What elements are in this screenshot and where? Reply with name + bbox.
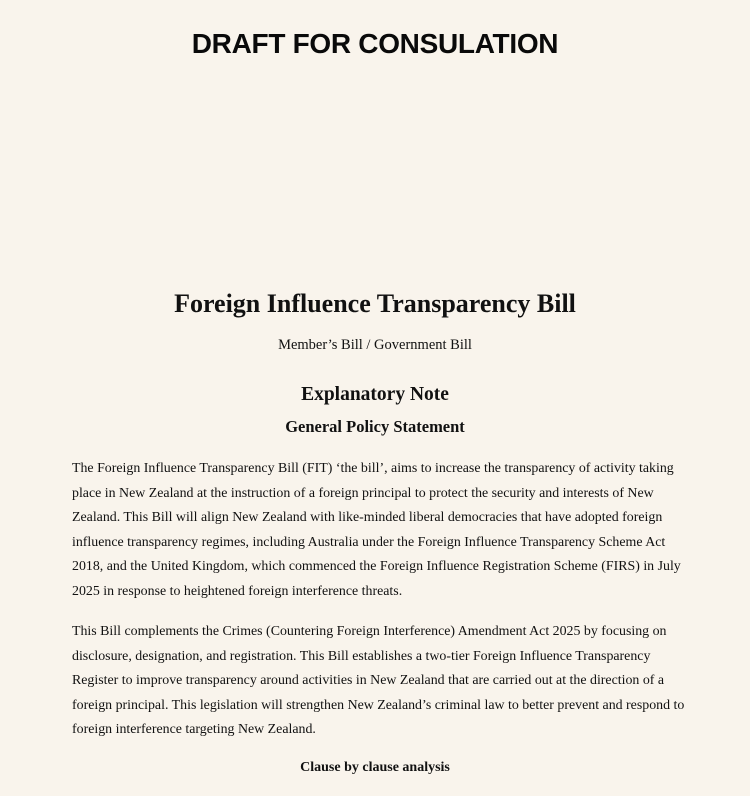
policy-paragraph-1: The Foreign Influence Transparency Bill (FIT) ‘the bill’, aims to increase the transparency of activity taking place in New Zealand at the instruction of a foreign principal to protect the security and interests of New Zealand. This Bill will align New Zealand with like-minded liberal democracies that have adopted foreign influence transparency regimes, including Australia under the Foreign Influence Transparency Scheme Act 2018, and the United Kingdom, which commenced the Foreign Influence Registration Scheme (FIRS) in July 2025 in response to heightened foreign interference threats. bbox=[72, 461, 681, 599]
draft-banner: DRAFT FOR CONSULATION bbox=[191, 28, 559, 59]
policy-paragraph-2: This Bill complements the Crimes (Countering Foreign Interference) Amendment Act 2025 by focusing on disclosure, designation, and registration. This Bill establishes a two-tier Foreign Influence Transparency Register to improve transparency around activities in New Zealand that are carried out at the direction of a foreign principal. This legislation will strengthen New Zealand’s criminal law to better prevent and respond to foreign interference targeting New Zealand. bbox=[72, 624, 685, 738]
bill-title: Foreign Influence Transparency Bill bbox=[174, 289, 576, 318]
explanatory-note-heading: Explanatory Note bbox=[301, 384, 449, 405]
bill-type: Member’s Bill / Government Bill bbox=[278, 337, 472, 353]
clause-analysis-heading: Clause by clause analysis bbox=[300, 760, 450, 775]
general-policy-statement-heading: General Policy Statement bbox=[285, 417, 465, 436]
